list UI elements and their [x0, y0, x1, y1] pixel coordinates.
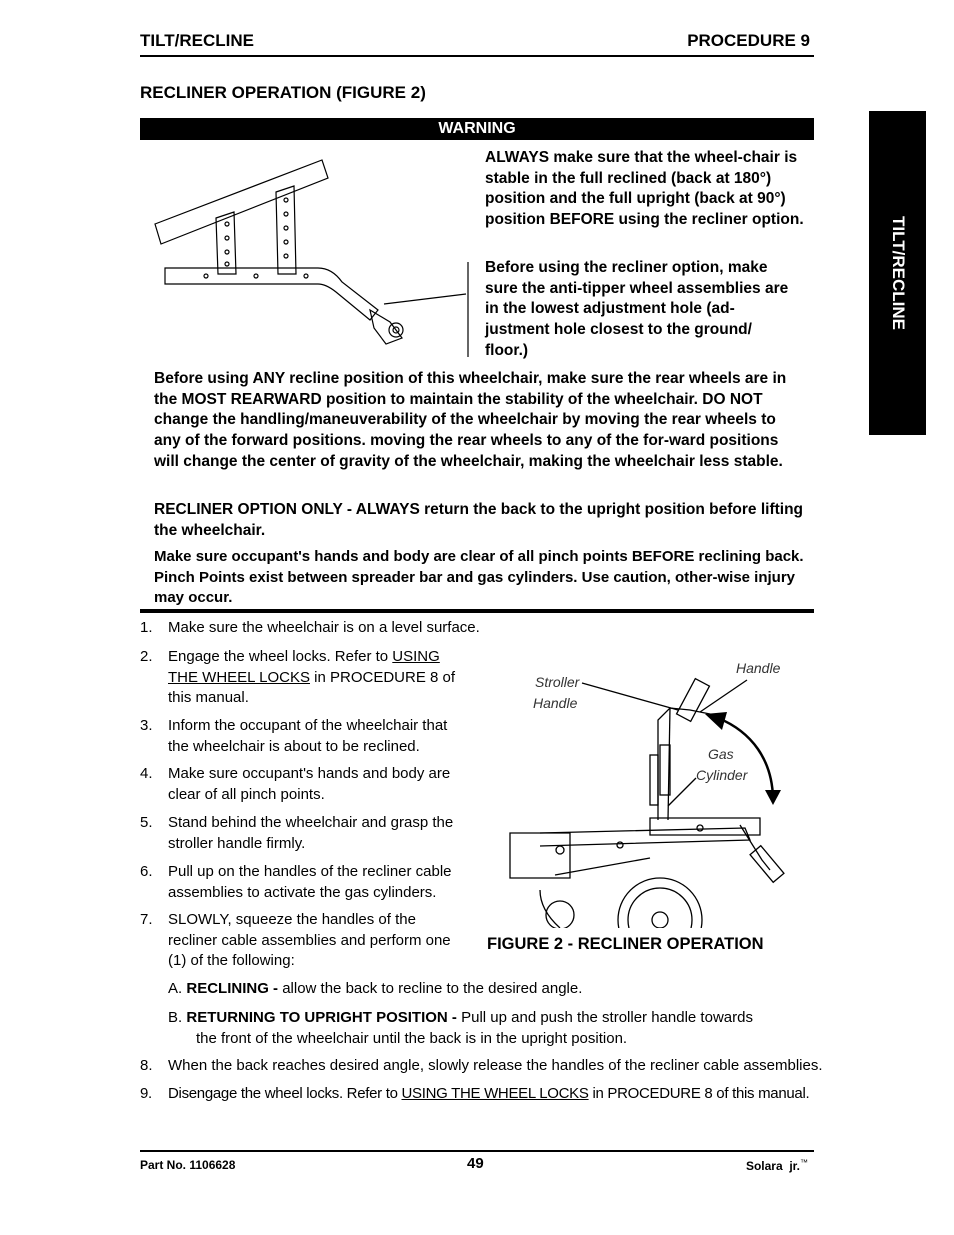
header-procedure: PROCEDURE 9 — [687, 31, 810, 50]
step-text: the wheelchair is about to be reclined. — [168, 737, 420, 755]
step-number: 2. — [140, 648, 153, 665]
wheel-locks-link[interactable]: USING THE WHEEL LOCKS — [401, 1085, 589, 1102]
step-text: Stand behind the wheelchair and grasp the — [168, 814, 454, 831]
step-number: 7. — [140, 911, 153, 928]
step-text: When the back reaches desired angle, slowly release the handles of the recliner cable assemblies. — [168, 1057, 823, 1074]
warning-bottom-rule — [140, 609, 814, 613]
header-section-title: TILT/RECLINE — [140, 31, 254, 50]
step-text: (1) of the following: — [168, 952, 295, 969]
recliner-bracket-illustration — [150, 152, 480, 362]
step-text: Engage the wheel locks. Refer to — [168, 648, 393, 665]
warning-paragraph-2: Before using the recliner option, make sure the anti-tipper wheel assemblies are in the lowest adjustment hole (ad-justment hole closest to the ground/ floor.) — [485, 259, 789, 359]
figure-caption: FIGURE 2 - RECLINER OPERATION — [487, 935, 764, 953]
substep-heading: RETURNING TO UPRIGHT POSITION - — [186, 1009, 457, 1026]
footer-product-name: Solara jr. — [745, 1159, 800, 1173]
step-text: this manual. — [168, 689, 249, 706]
step-number: 3. — [140, 717, 153, 734]
warning-p1-always: ALWAYS — [485, 149, 550, 166]
step-number: 8. — [140, 1057, 153, 1074]
footer-trademark: ™ — [800, 1158, 808, 1167]
step-7b — [168, 1008, 753, 1049]
warning-paragraph-4: RECLINER OPTION ONLY - ALWAYS return the back to the upright position before lifting the wheelchair. — [154, 501, 804, 539]
footer-part-number: Part No. 1106628 — [140, 1158, 236, 1172]
figure-label-handle: Handle — [736, 660, 781, 676]
side-tab — [869, 111, 926, 435]
step-number: 1. — [140, 619, 153, 636]
side-tab-label: TILT/RECLINE — [888, 216, 908, 330]
step-text: recliner cable assemblies and perform one — [168, 931, 451, 949]
step-text: in PROCEDURE 8 of this manual. — [588, 1085, 810, 1102]
step-text: stroller handle firmly. — [168, 834, 306, 852]
step-text: SLOWLY, squeeze the handles of the — [168, 911, 416, 928]
figure-label-cylinder: Cylinder — [696, 767, 748, 783]
wheel-locks-link[interactable]: THE WHEEL LOCKS — [168, 668, 310, 686]
step-text: Make sure the wheelchair is on a level surface. — [168, 619, 480, 636]
step-text: Pull up on the handles of the recliner cable — [168, 863, 452, 880]
header-rule — [140, 55, 814, 57]
figure-label-gas: Gas — [708, 746, 734, 762]
recliner-operation-illustration — [500, 650, 816, 928]
substep-letter: B. — [168, 1009, 183, 1026]
figure-label-stroller: Stroller — [535, 674, 580, 690]
substep-text: the front of the wheelchair until the back is in the upright position. — [196, 1029, 628, 1047]
substep-text: Pull up and push the stroller handle towards — [456, 1009, 753, 1026]
warning-paragraph-3: Before using ANY recline position of this wheelchair, make sure the rear wheels are in the MOST REARWARD position to maintain the stability of the wheelchair. DO NOT change the handling/maneuverability of the wheelchair by moving the rear wheels to any of the forward positions. moving the rear wheels to any of the for-ward positions will change the center of gravity of the wheelchair, making the wheelchair less stable. — [154, 370, 787, 470]
substep-text: allow the back to recline to the desired angle. — [278, 980, 583, 997]
using-link[interactable]: USING — [392, 648, 440, 665]
step-number: 6. — [140, 863, 153, 880]
step-number: 4. — [140, 765, 153, 782]
warning-banner — [140, 118, 814, 140]
step-7a — [168, 979, 582, 1000]
step-text: Inform the occupant of the wheelchair that — [168, 717, 448, 734]
warning-paragraph-1 — [485, 148, 805, 231]
step-number: 9. — [140, 1085, 152, 1102]
footer-product — [746, 1158, 808, 1173]
step-text: assemblies to activate the gas cylinders. — [168, 883, 437, 901]
step-text: Make sure occupant's hands and body are — [168, 765, 451, 782]
substep-heading: RECLINING - — [186, 980, 279, 997]
warning-banner-label: WARNING — [438, 120, 516, 137]
footer-rule — [140, 1150, 814, 1152]
section-title: RECLINER OPERATION (FIGURE 2) — [140, 83, 426, 102]
substep-letter: A. — [168, 980, 183, 997]
warning-p1-text: make sure that the wheel-chair is stable in the full reclined (back at 180°) position and the full upright (back at 90°) position BEFORE using the recliner option. — [485, 149, 804, 229]
step-text: in PROCEDURE 8 of — [309, 668, 456, 686]
figure-label-handle-2: Handle — [533, 695, 578, 711]
step-number: 5. — [140, 814, 153, 831]
step-text: clear of all pinch points. — [168, 785, 325, 803]
warning-paragraph-5: Make sure occupant's hands and body are clear of all pinch points BEFORE reclining back. Pinch Points exist between spreader bar and gas cylinders. Use caution, other-wise injury may occur. — [154, 548, 804, 607]
footer-page-number: 49 — [467, 1155, 484, 1172]
step-text: Disengage the wheel locks. Refer to — [168, 1085, 402, 1102]
